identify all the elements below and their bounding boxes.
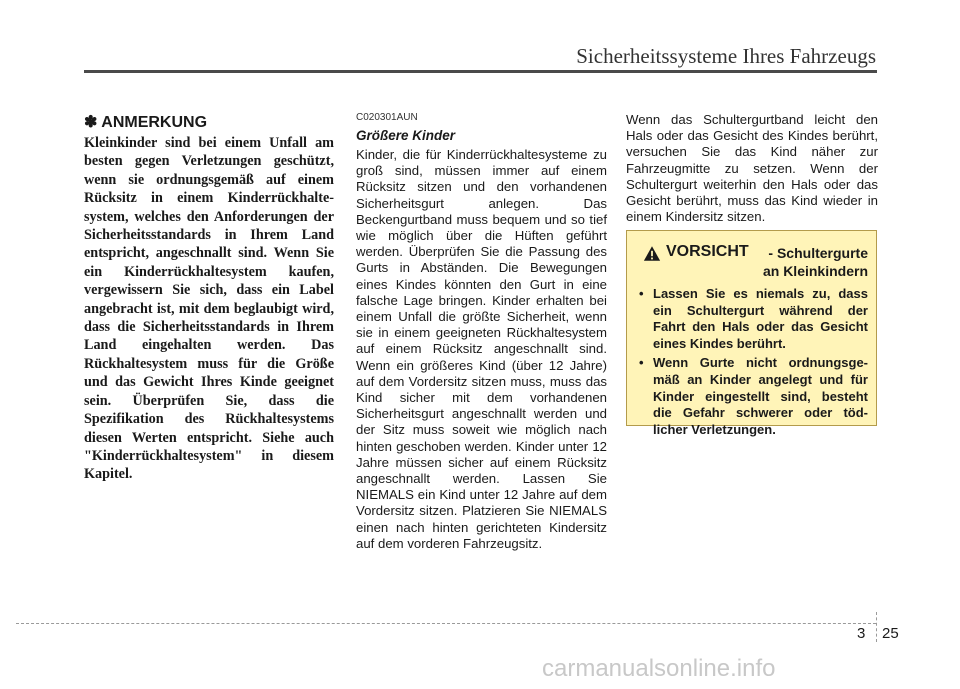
warning-box (626, 230, 877, 437)
warning-list (639, 286, 868, 438)
watermark: carmanualsonline.info (542, 655, 776, 682)
warning-header (643, 243, 868, 280)
warning-item: • Lassen Sie es niemals zu, dass ein Schultergurt während der Fahrt den Hals oder das Gesicht eines Kindes berührt. (639, 286, 868, 352)
note-column (84, 113, 334, 484)
section-body-continued: Wenn das Schultergurtband leicht den Hals oder das Gesicht des Kindes berührt, versuchen Sie das Kind näher zur Fahrzeugmitte zu setzen. Wenn der Schultergurt weiterhin den Hals oder das Gesicht berührt, muss das Kind wieder in einem Kindersitz sitzen. (626, 112, 878, 225)
header-title: Sicherheitssysteme Ihres Fahrzeugs (576, 44, 876, 68)
warning-triangle-icon (643, 245, 661, 262)
section-column (356, 112, 607, 552)
note-heading: ✽ ANMERKUNG (84, 114, 208, 131)
header-rule (84, 70, 877, 73)
footer-rule (16, 623, 876, 624)
note-body: Kleinkinder sind bei einem Unfall am besten gegen Verletzungen geschützt, wenn sie ordnungsgemäß auf einem Rücksitz in einem Kinderrückhalte-system, welches den Anforderungen der Sicherheitsstandards in Ihrem Land entspricht, angeschnallt sind. Wenn Sie ein Kinderrückhaltesystem kaufen, vergewissern Sie sich, dass ein Label angebracht ist, mit dem beglaubigt wird, dass die Sicherheitsstandards in Ihrem Land eingehalten werden. Das Rückhaltesystem muss für die Größe und das Gewicht Ihres Kinde geeignet sein. Überprüfen Sie, dass die Spezifikation des Rückhaltesystems diesen Werten entspricht. Siehe auch "Kinderrückhaltesystem" in diesem Kapitel. (84, 135, 334, 483)
section-code: C020301AUN (356, 112, 418, 123)
footer-divider (876, 612, 877, 642)
warning-item: • Wenn Gurte nicht ordnungsge-mäß an Kinder angelegt und für Kinder eingestellt sind, besteht die Gefahr schwerer oder töd-licher Verletzungen. (639, 355, 868, 438)
chapter-number: 3 (857, 625, 866, 642)
warning-word: VORSICHT (666, 243, 749, 260)
page-number: 25 (882, 625, 899, 642)
section-body: Kinder, die für Kinderrückhaltesysteme zu groß sind, müssen immer auf einem Rücksitz sitzen und den vorhandenen Sicherheitsgurt anlegen. Das Beckengurtband muss bequem und so tief wie möglich über die Hüften geführt werden. Überprüfen Sie die Passung des Gurts in Abständen. Die Bewegungen eines Kindes könnten den Gurt in eine falsche Lage bringen. Kinder erhalten bei einem Unfall die größte Sicherheit, wenn sie in einem geeigneten Rückhaltesystem auf einem Rücksitz angeschnallt sind. Wenn ein größeres Kind (über 12 Jahre) auf dem Vordersitz sitzen muss, muss das Kind sicher mit dem vorhandenen Sicherheitsgurt angeschnallt werden und der Sitz muss soweit wie möglich nach hinten geschoben werden. Kinder unter 12 Jahre müssen sicher auf einem Rücksitz angeschnallt werden. Lassen Sie NIEMALS ein Kind unter 12 Jahre auf dem Vordersitz sitzen. Platzieren Sie NIEMALS einen nach hinten gerichteten Kindersitz auf dem vorderen Fahrzeugsitz. (356, 147, 607, 551)
warning-topic: - Schultergurte an Kleinkindern (762, 245, 868, 279)
section-heading: Größere Kinder (356, 128, 456, 143)
continued-column (626, 112, 878, 225)
